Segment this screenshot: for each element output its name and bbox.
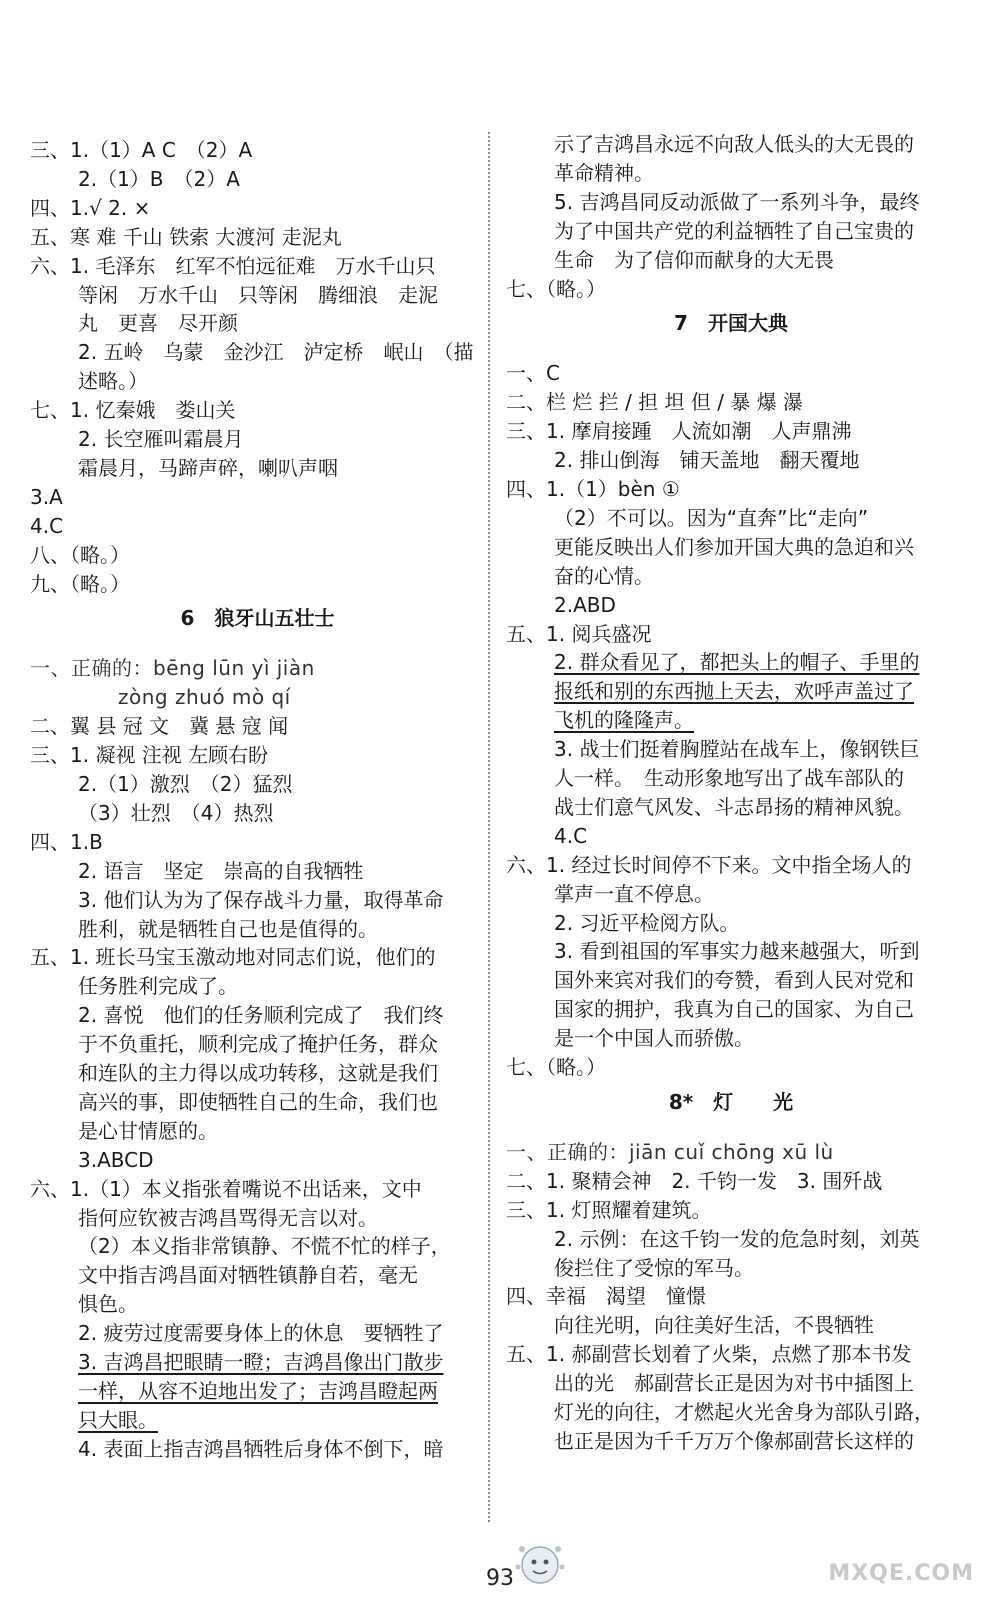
answer-line: 更能反映出人们参加开国大典的急迫和兴 bbox=[554, 534, 914, 559]
answer-line: 4.C bbox=[554, 823, 588, 848]
answer-line: 2.（1）激烈 （2）猛烈 bbox=[78, 772, 293, 796]
answer-line: 丸 更喜 尽开颜 bbox=[78, 311, 238, 336]
pinyin-line: 一、正确的：jiān cuǐ chōng xū lù bbox=[506, 1139, 834, 1164]
answer-line: 八、（略。） bbox=[30, 542, 130, 567]
answer-line: 一样，从容不迫地出发了；吉鸿昌瞪起两 bbox=[78, 1378, 438, 1403]
answer-line: 一、C bbox=[506, 361, 560, 386]
column-divider bbox=[488, 132, 490, 1522]
answer-line: 是心甘情愿的。 bbox=[78, 1118, 218, 1143]
answer-line: 和连队的主力得以成功转移，这就是我们 bbox=[78, 1061, 438, 1085]
answer-line: 掌声一直不停息。 bbox=[554, 881, 714, 906]
answer-line: 二、栏 烂 拦 / 担 坦 但 / 暴 爆 瀑 bbox=[506, 390, 804, 415]
answer-line: 等闲 万水千山 只等闲 腾细浪 走泥 bbox=[78, 282, 438, 307]
answer-line: 七、1. 忆秦娥 娄山关 bbox=[30, 398, 236, 423]
answer-line: 灯光的向往，才燃起火光舍身为部队引路， bbox=[554, 1400, 934, 1424]
answer-line: 3.A bbox=[30, 484, 63, 509]
answer-line: 七、（略。） bbox=[506, 1055, 606, 1079]
answer-line: 3.ABCD bbox=[78, 1147, 154, 1172]
answer-line: 奋的心情。 bbox=[554, 563, 654, 588]
answer-line: 二、1. 聚精会神 2. 千钧一发 3. 围歼战 bbox=[506, 1168, 883, 1193]
answer-line: 三、1. 摩肩接踵 人流如潮 人声鼎沸 bbox=[506, 419, 852, 444]
answer-line: 六、1.（1）本义指张着嘴说不出话来，文中 bbox=[30, 1176, 422, 1201]
section-heading: 7 开国大典 bbox=[674, 311, 788, 336]
answer-line: 国家的拥护，我真为自己的国家、为自己 bbox=[554, 997, 914, 1022]
answer-line: 出的光 郝副营长正是因为对书中插图上 bbox=[554, 1371, 914, 1396]
answer-line: 是一个中国人而骄傲。 bbox=[554, 1026, 754, 1051]
answer-line: 三、1. 灯照耀着建筑。 bbox=[506, 1197, 712, 1222]
section-heading: 6 狼牙山五壮士 bbox=[180, 606, 335, 631]
answer-line: 四、1.（1）bèn ① bbox=[506, 477, 680, 501]
answer-line: （2）本义指非常镇静、不慌不忙的样子， bbox=[78, 1234, 451, 1259]
answer-line: 革命精神。 bbox=[554, 160, 654, 185]
answer-line: （3）壮烈 （4）热烈 bbox=[78, 800, 274, 825]
site-watermark: MXQE.COM bbox=[828, 1561, 974, 1586]
answer-line: 4.C bbox=[30, 513, 64, 538]
answer-line: 六、1. 经过长时间停不下来。文中指全场人的 bbox=[506, 852, 912, 877]
answer-line: 2. 长空雁叫霜晨月 bbox=[78, 427, 244, 451]
answer-line: 高兴的事，即使牺牲自己的生命，我们也 bbox=[78, 1089, 438, 1114]
answer-line: 二、翼 县 冠 文 冀 悬 寇 闻 bbox=[30, 714, 289, 739]
answer-line: 2. 五岭 乌蒙 金沙江 泸定桥 岷山 （描 bbox=[78, 340, 474, 365]
answer-line: 2. 疲劳过度需要身体上的休息 要牺牲了 bbox=[78, 1321, 444, 1346]
answer-line: 2. 排山倒海 铺天盖地 翻天覆地 bbox=[554, 448, 860, 473]
answer-line: 2. 群众看见了，都把头上的帽子、手里的 bbox=[554, 650, 920, 675]
answer-line: 4. 表面上指吉鸿昌牺牲后身体不倒下，暗 bbox=[78, 1436, 444, 1461]
answer-line: 3. 看到祖国的军事实力越来越强大，听到 bbox=[554, 939, 920, 964]
answer-line: 2. 语言 坚定 崇高的自我牺牲 bbox=[78, 858, 364, 883]
answer-line: 于不负重托，顺利完成了掩护任务，群众 bbox=[78, 1032, 438, 1057]
answer-line: 九、（略。） bbox=[30, 571, 130, 596]
answer-line: 2. 示例：在这千钧一发的危急时刻，刘英 bbox=[554, 1226, 920, 1251]
answer-line: 述略。） bbox=[78, 369, 148, 394]
answer-line: 五、寒 难 千山 铁索 大渡河 走泥丸 bbox=[30, 224, 342, 249]
answer-line: （2）不可以。因为“直奔”比“走向” bbox=[554, 505, 869, 530]
answer-line: 3. 战士们挺着胸膛站在战车上，像钢铁巨 bbox=[554, 737, 920, 762]
answer-line: 俊拦住了受惊的军马。 bbox=[554, 1255, 754, 1280]
answer-line: 四、1.B bbox=[30, 829, 103, 854]
answer-line: 2.（1）B （2）A bbox=[78, 166, 240, 191]
answer-line: 2. 喜悦 他们的任务顺利完成了 我们终 bbox=[78, 1003, 444, 1028]
answer-line: 三、1. 凝视 注视 左顾右盼 bbox=[30, 743, 269, 768]
answer-line: 国外来宾对我们的夸赞，看到人民对党和 bbox=[554, 968, 914, 993]
answer-line: 任务胜利完成了。 bbox=[78, 974, 238, 999]
answer-line: 2.ABD bbox=[554, 592, 616, 617]
answer-line: 5. 吉鸿昌同反动派做了一系列斗争，最终 bbox=[554, 189, 920, 214]
answer-line: 生命 为了信仰而献身的大无畏 bbox=[554, 247, 834, 272]
answer-line: 七、（略。） bbox=[506, 276, 606, 301]
answer-line: 战士们意气风发、斗志昂扬的精神风貌。 bbox=[554, 794, 914, 819]
answer-line: 示了吉鸿昌永远不向敌人低头的大无畏的 bbox=[554, 132, 914, 156]
answer-line: 胜利，就是牺牲自己也是值得的。 bbox=[78, 916, 378, 941]
answer-line: 五、1. 班长马宝玉激动地对同志们说，他们的 bbox=[30, 945, 436, 970]
answer-line: 只大眼。 bbox=[78, 1407, 158, 1432]
pinyin-line: zòng zhuó mò qí bbox=[118, 685, 291, 710]
answer-line: 也正是因为千千万万个像郝副营长这样的 bbox=[554, 1428, 914, 1453]
answer-line: 2. 习近平检阅方队。 bbox=[554, 910, 740, 935]
answer-line: 四、1.√ 2. × bbox=[30, 195, 151, 220]
answer-line: 3. 他们认为为了保存战斗力量，取得革命 bbox=[78, 887, 444, 912]
answer-line: 惧色。 bbox=[78, 1292, 138, 1317]
answer-line: 指何应钦被吉鸿昌骂得无言以对。 bbox=[78, 1205, 378, 1230]
answer-line: 四、幸福 渴望 憧憬 bbox=[506, 1284, 706, 1309]
answer-line: 报纸和别的东西抛上天去，欢呼声盖过了 bbox=[554, 679, 914, 704]
section-heading: 8* 灯 光 bbox=[668, 1089, 794, 1114]
answer-line: 三、1.（1）A C （2）A bbox=[30, 138, 253, 162]
answer-line: 向往光明，向往美好生活，不畏牺牲 bbox=[554, 1313, 874, 1338]
answer-line: 五、1. 郝副营长划着了火柴，点燃了那本书发 bbox=[506, 1342, 912, 1367]
answer-line: 五、1. 阅兵盛况 bbox=[506, 621, 652, 646]
answer-line: 文中指吉鸿昌面对牺牲镇静自若，毫无 bbox=[78, 1263, 418, 1288]
answer-line: 为了中国共产党的利益牺牲了自己宝贵的 bbox=[554, 218, 914, 243]
answer-line: 霜晨月，马蹄声碎，喇叭声咽 bbox=[78, 455, 338, 480]
answer-line: 飞机的隆隆声。 bbox=[554, 708, 694, 733]
answer-line: 人一样。 生动形象地写出了战车部队的 bbox=[554, 766, 904, 790]
page-number: 93 bbox=[486, 1566, 514, 1591]
answer-line: 六、1. 毛泽东 红军不怕远征难 万水千山只 bbox=[30, 253, 436, 278]
answer-line: 3. 吉鸿昌把眼睛一瞪；吉鸿昌像出门散步 bbox=[78, 1350, 444, 1374]
pinyin-line: 一、正确的：bēng lūn yì jiàn bbox=[30, 656, 315, 681]
